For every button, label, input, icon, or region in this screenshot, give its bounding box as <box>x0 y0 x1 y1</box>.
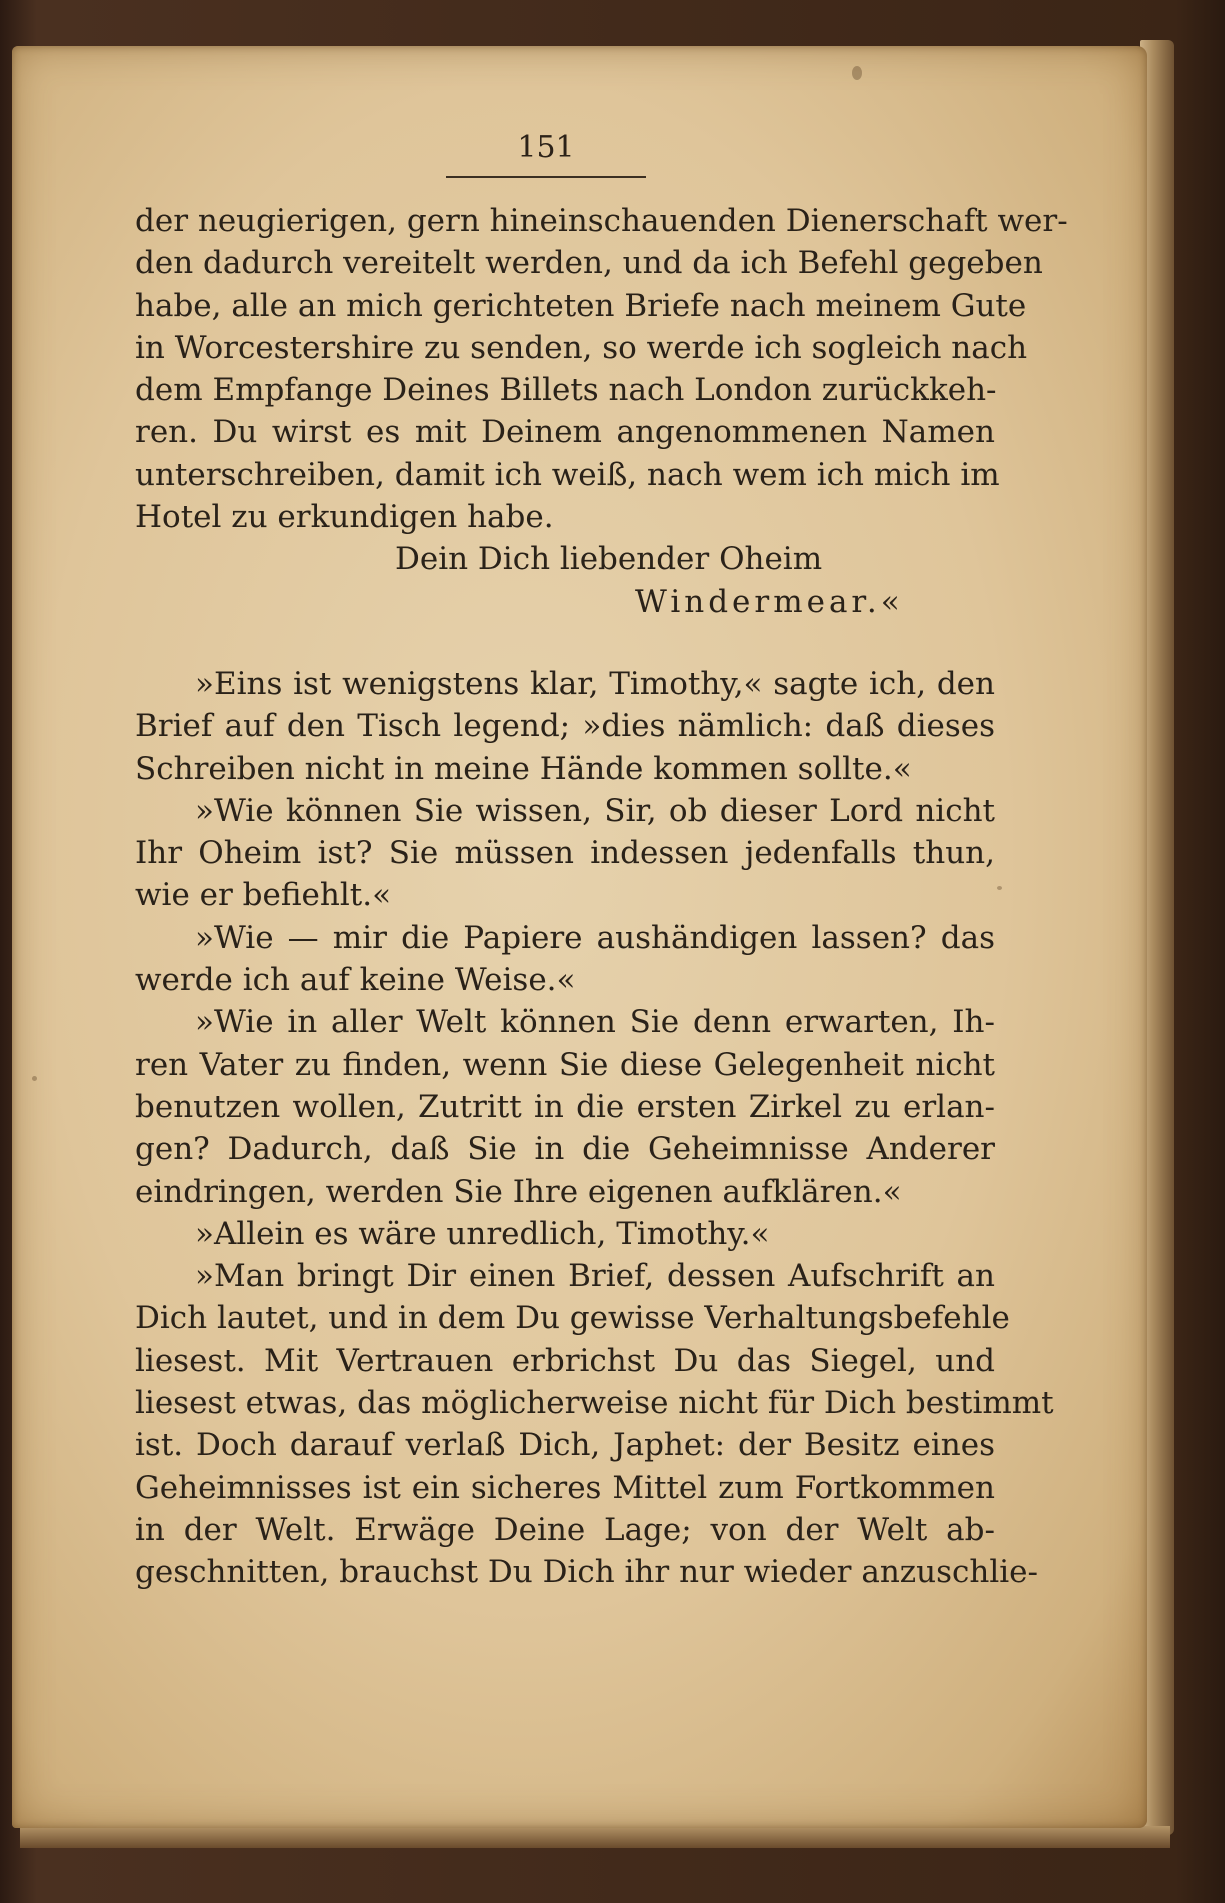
page-body-text <box>135 200 1068 1594</box>
text-line: »Eins ist wenigstens klar, Timothy,« sagte ich, den <box>195 665 995 702</box>
page-number: 151 <box>517 130 575 165</box>
text-line: »Man bringt Dir einen Brief, dessen Aufschrift an <box>195 1258 995 1295</box>
dialogue-section <box>135 663 1054 1594</box>
text-line: der neugierigen, gern hineinschauenden Dienerschaft wer- <box>135 203 1068 239</box>
letter-closing: Dein Dich liebender Oheim <box>395 541 823 578</box>
text-line: ren. Du wirst es mit Deinem angenommenen Namen <box>135 414 995 451</box>
text-line: habe, alle an mich gerichteten Briefe nach meinem Gute <box>135 287 1027 324</box>
text-line: unterschreiben, damit ich weiß, nach wem ich mich im <box>135 456 1000 493</box>
letter-signature: Windermear.« <box>635 583 904 620</box>
text-line: Hotel zu erkundigen habe. <box>135 499 554 536</box>
paragraph-gap <box>135 623 995 663</box>
text-line: ren Vater zu finden, wenn Sie diese Gelegenheit nicht <box>135 1046 995 1083</box>
text-line: Schreiben nicht in meine Hände kommen sollte.« <box>135 750 912 787</box>
page-number-rule <box>446 176 646 178</box>
text-line: dem Empfange Deines Billets nach London zurückkeh- <box>135 372 997 409</box>
text-line: liesest etwas, das möglicherweise nicht für Dich bestimmt <box>135 1385 1054 1422</box>
text-line: in Worcestershire zu senden, so werde ich sogleich nach <box>135 329 1028 366</box>
page-edges-bottom <box>20 1826 1170 1848</box>
text-line: gen? Dadurch, daß Sie in die Geheimnisse Anderer <box>135 1131 995 1168</box>
text-line: in der Welt. Erwäge Deine Lage; von der Welt ab- <box>135 1511 995 1548</box>
text-line: Geheimnisses ist ein sicheres Mittel zum Fortkommen <box>135 1469 995 1506</box>
text-line: »Wie — mir die Papiere aushändigen lassen? das <box>195 919 995 956</box>
paper-fleck <box>32 1076 37 1081</box>
text-line: eindringen, werden Sie Ihre eigenen aufklären.« <box>135 1173 902 1210</box>
text-line: »Wie können Sie wissen, Sir, ob dieser Lord nicht <box>195 792 995 829</box>
text-line: geschnitten, brauchst Du Dich ihr nur wieder anzuschlie- <box>135 1554 1038 1591</box>
text-line: benutzen wollen, Zutritt in die ersten Zirkel zu erlan- <box>135 1088 995 1125</box>
text-line: werde ich auf keine Weise.« <box>135 962 576 999</box>
text-line: liesest. Mit Vertrauen erbrichst Du das Siegel, und <box>135 1342 995 1379</box>
text-line: Brief auf den Tisch legend; »dies nämlich: daß dieses <box>135 708 995 745</box>
text-line: den dadurch vereitelt werden, und da ich Befehl gegeben <box>135 245 1043 282</box>
text-line: »Allein es wäre unredlich, Timothy.« <box>195 1215 770 1252</box>
text-line: Ihr Oheim ist? Sie müssen indessen jedenfalls thun, <box>135 835 995 872</box>
paper-fleck <box>852 66 862 80</box>
text-line: »Wie in aller Welt können Sie denn erwarten, Ih- <box>195 1004 995 1041</box>
text-line: wie er befiehlt.« <box>135 877 392 914</box>
text-line: ist. Doch darauf verlaß Dich, Japhet: der Besitz eines <box>135 1427 995 1464</box>
paper-fleck <box>997 886 1002 890</box>
letter-paragraph <box>135 200 1068 538</box>
text-line: Dich lautet, und in dem Du gewisse Verhaltungsbefehle <box>135 1300 1010 1337</box>
